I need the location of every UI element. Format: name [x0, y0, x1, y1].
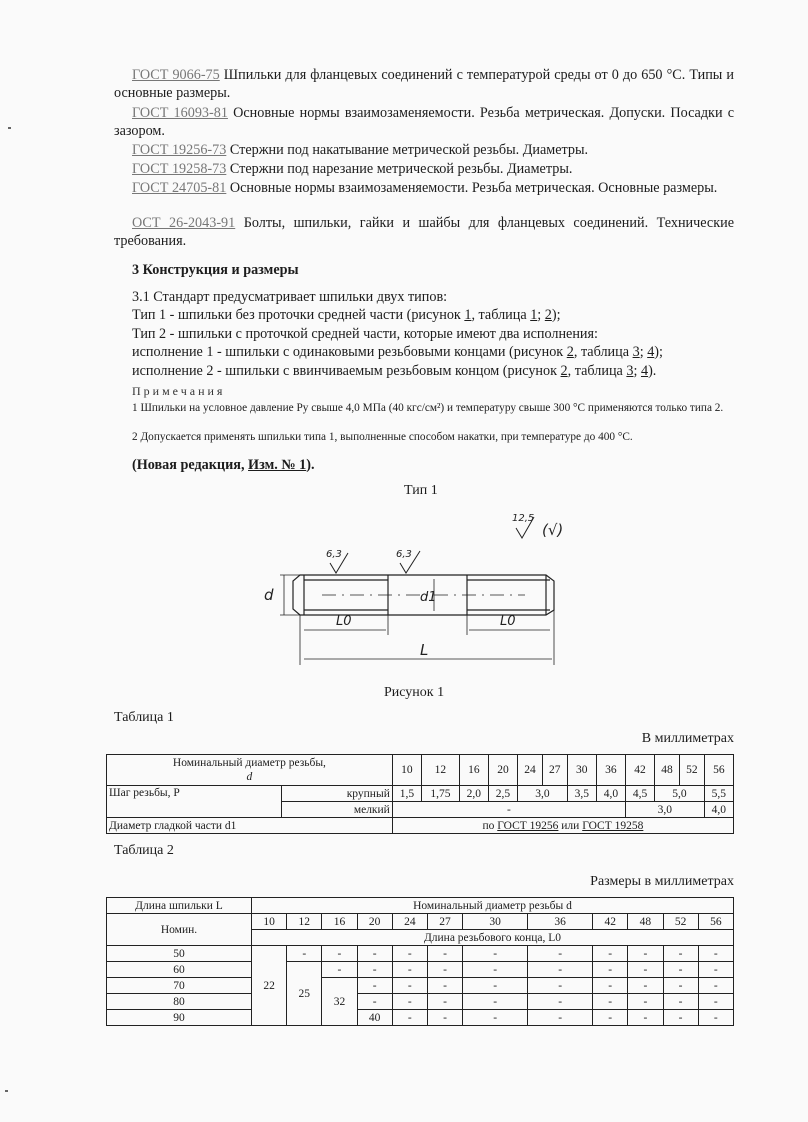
table-link[interactable]: 4: [640, 363, 649, 379]
text: исполнение 1 - шпильки с одинаковыми резьбовыми концами (рисунок: [132, 344, 567, 360]
table-1: [106, 754, 734, 834]
text: Номинальный диаметр резьбы,: [172, 757, 326, 769]
table-row: [107, 994, 734, 1010]
table-link[interactable]: 1: [530, 307, 538, 323]
table-cell: 48: [628, 914, 663, 930]
table-row: [107, 786, 734, 802]
table-cell: мелкий: [281, 802, 392, 818]
table-cell: 10: [252, 914, 287, 930]
table-cell: 12: [421, 755, 459, 786]
text: , таблица: [471, 307, 531, 323]
table-cell: -: [528, 994, 593, 1010]
table-cell: 20: [488, 755, 517, 786]
text: );: [551, 307, 561, 323]
table-cell: -: [593, 1010, 628, 1026]
table-cell: 36: [528, 914, 593, 930]
ref-text: Стержни под нарезание метрической резьбы. Диаметры.: [226, 161, 573, 177]
table-cell: 52: [679, 755, 704, 786]
table-cell: 24: [518, 755, 543, 786]
table-cell: -: [357, 978, 392, 994]
text: (Новая редакция,: [132, 457, 249, 473]
scan-speck: [8, 127, 11, 129]
exec1-line: [114, 343, 734, 361]
table-cell: -: [392, 946, 427, 962]
table-cell: 32: [322, 978, 357, 1026]
ref-ost-26-2043: [114, 214, 734, 250]
table-cell: 1,5: [392, 786, 421, 802]
ref-link[interactable]: ОСТ 26-2043-91: [132, 215, 236, 231]
label-d: d: [264, 586, 274, 604]
table-cell: 27: [542, 755, 567, 786]
table-cell: 56: [704, 755, 733, 786]
text: ).: [648, 363, 657, 379]
table-row: [107, 962, 734, 978]
table-cell: -: [528, 1010, 593, 1026]
table-cell: 30: [463, 914, 528, 930]
label-d1: d1: [420, 590, 437, 605]
table-cell: 4,0: [704, 802, 733, 818]
table-cell: 60: [107, 962, 252, 978]
table-cell: Диаметр гладкой части d1: [107, 818, 393, 834]
table-cell: 4,0: [596, 786, 625, 802]
table-cell: -: [427, 978, 462, 994]
table-cell: -: [628, 994, 663, 1010]
text: Тип 1 - шпильки без проточки средней части (рисунок: [132, 307, 465, 323]
table-cell: 27: [427, 914, 462, 930]
table-cell: Шаг резьбы, P: [107, 786, 282, 818]
table-cell: -: [698, 946, 733, 962]
table-cell: 2,5: [488, 786, 517, 802]
table-cell: -: [463, 962, 528, 978]
table-cell: -: [463, 946, 528, 962]
table-row: [107, 946, 734, 962]
table-cell: 40: [357, 1010, 392, 1026]
ref-gost-19258: [114, 160, 734, 178]
ref-gost-19256: [114, 141, 734, 159]
table-cell: 10: [392, 755, 421, 786]
table-2: [106, 897, 734, 1026]
table1-units: В миллиметрах: [641, 731, 734, 746]
label-l0-left: L0: [336, 614, 352, 629]
table-cell: -: [322, 946, 357, 962]
table-cell: -: [663, 1010, 698, 1026]
table-cell: 2,0: [459, 786, 488, 802]
ref-text: Болты, шпильки, гайки и шайбы для фланцевых соединений. Технические требования.: [114, 215, 734, 249]
table-cell: -: [628, 1010, 663, 1026]
table-cell: 80: [107, 994, 252, 1010]
ref-link[interactable]: ГОСТ 24705-81: [132, 180, 227, 196]
table-cell: 56: [698, 914, 733, 930]
table-header: [107, 755, 393, 786]
figure-link[interactable]: 2: [566, 344, 574, 360]
table-cell: -: [698, 1010, 733, 1026]
table-cell: 3,5: [567, 786, 596, 802]
text: , таблица: [573, 344, 633, 360]
table-cell: -: [698, 978, 733, 994]
edition-note: [132, 456, 752, 474]
table-cell: 20: [357, 914, 392, 930]
table-cell: -: [392, 962, 427, 978]
text: ;: [633, 363, 641, 379]
table-cell: [392, 818, 733, 834]
table-header: Длина резьбового конца, L0: [252, 930, 734, 946]
table-cell: 3,0: [625, 802, 704, 818]
table-cell: -: [427, 1010, 462, 1026]
table-link[interactable]: 3: [632, 344, 640, 360]
ref-text: Шпильки для фланцевых соединений с температурой среды от 0 до 650 °С. Типы и основные размеры.: [114, 67, 734, 101]
table-row: [107, 1010, 734, 1026]
figure-caption: Рисунок 1: [384, 685, 445, 700]
table-cell: 22: [252, 946, 287, 1026]
table-row: [107, 914, 734, 930]
table-cell: -: [427, 946, 462, 962]
text: или: [558, 819, 583, 832]
table-link[interactable]: 2: [544, 307, 552, 323]
table-cell: 42: [625, 755, 654, 786]
table-row: [107, 978, 734, 994]
amendment-link[interactable]: Изм. № 1: [248, 457, 307, 473]
table-cell: 48: [655, 755, 680, 786]
table-cell: -: [427, 994, 462, 1010]
label-L: L: [420, 641, 429, 659]
table-cell: -: [628, 962, 663, 978]
text: , таблица: [567, 363, 627, 379]
type1-line: [114, 306, 734, 324]
table-link[interactable]: 4: [647, 344, 655, 360]
stud-drawing: [260, 505, 590, 675]
note-1: 1 Шпильки на условное давление Ру свыше 4,0 МПа (40 кгс/см²) и температуру свыше 300 °С применяются только типа 2.: [132, 402, 724, 414]
table-cell: -: [628, 946, 663, 962]
table1-label: Таблица 1: [114, 710, 174, 725]
table-cell: -: [628, 978, 663, 994]
table-cell: 24: [392, 914, 427, 930]
ref-link[interactable]: ГОСТ 9066-75: [132, 67, 220, 83]
table-cell: -: [357, 946, 392, 962]
ref-text: Стержни под накатывание метрической резьбы. Диаметры.: [226, 142, 589, 158]
table-cell: 3,0: [518, 786, 568, 802]
ref-link[interactable]: ГОСТ 19256-73: [132, 142, 227, 158]
table-cell: -: [528, 946, 593, 962]
label-l0-right: L0: [500, 614, 516, 629]
type2-line: Тип 2 - шпильки с проточкой средней части, которые имеют два исполнения:: [132, 326, 598, 342]
table-cell: -: [593, 994, 628, 1010]
table-cell: 4,5: [625, 786, 654, 802]
ref-link[interactable]: ГОСТ 19258-73: [132, 161, 227, 177]
text: ;: [537, 307, 545, 323]
text: d: [246, 771, 253, 783]
table-row: [107, 818, 734, 834]
table-cell: 36: [596, 755, 625, 786]
ref-gost-24705: [114, 179, 734, 197]
roughness-main: 12,5: [512, 513, 535, 524]
table-link[interactable]: 3: [626, 363, 634, 379]
table-cell: -: [463, 978, 528, 994]
table-cell: -: [593, 946, 628, 962]
table-cell: -: [593, 978, 628, 994]
roughness-paren: (√): [542, 521, 564, 539]
table-cell: крупный: [281, 786, 392, 802]
table-cell: -: [392, 1010, 427, 1026]
table-cell: -: [392, 994, 427, 1010]
section-heading: 3 Конструкция и размеры: [132, 262, 299, 278]
table-cell: -: [663, 994, 698, 1010]
table-cell: 1,75: [421, 786, 459, 802]
exec2-line: [114, 362, 734, 380]
table-cell: 16: [322, 914, 357, 930]
table-cell: -: [322, 962, 357, 978]
ref-link[interactable]: ГОСТ 16093-81: [132, 105, 228, 121]
table-cell: 16: [459, 755, 488, 786]
table-cell: 30: [567, 755, 596, 786]
table-cell: -: [528, 962, 593, 978]
table-cell: 90: [107, 1010, 252, 1026]
table-cell: -: [463, 1010, 528, 1026]
text: ;: [639, 344, 648, 360]
section-paragraph: 3.1 Стандарт предусматривает шпильки двух типов:: [132, 289, 448, 305]
text: исполнение 2 - шпильки с ввинчиваемым резьбовым концом (рисунок: [132, 363, 561, 379]
table-header: Номин.: [107, 914, 252, 946]
table-cell: -: [528, 978, 593, 994]
scan-speck: [5, 1090, 8, 1092]
gost-link[interactable]: ГОСТ 19256: [497, 819, 559, 832]
table-cell: -: [663, 946, 698, 962]
text: по: [482, 819, 498, 832]
roughness-a: 6,3: [326, 549, 342, 560]
notes-title: Примечания: [132, 384, 226, 398]
table-cell: -: [287, 946, 322, 962]
table-cell: -: [698, 994, 733, 1010]
gost-link[interactable]: ГОСТ 19258: [582, 819, 644, 832]
table2-label: Таблица 2: [114, 843, 174, 858]
table-cell: -: [593, 962, 628, 978]
table-cell: 70: [107, 978, 252, 994]
roughness-b: 6,3: [396, 549, 412, 560]
table-cell: -: [392, 978, 427, 994]
table-header: Номинальный диаметр резьбы d: [252, 898, 734, 914]
table-cell: 25: [287, 962, 322, 1026]
figure-link[interactable]: 1: [464, 307, 472, 323]
text: ).: [306, 457, 315, 473]
ref-text: Основные нормы взаимозаменяемости. Резьба метрическая. Допуски. Посадки с зазором.: [114, 105, 734, 139]
table-cell: 50: [107, 946, 252, 962]
text: );: [654, 344, 663, 360]
table-cell: -: [427, 962, 462, 978]
table-cell: -: [663, 962, 698, 978]
table-cell: -: [392, 802, 625, 818]
figure-title: Тип 1: [404, 483, 438, 498]
table-header: Длина шпильки L: [107, 898, 252, 914]
table-row: [107, 755, 734, 786]
ref-gost-16093: [114, 104, 734, 140]
table2-units: Размеры в миллиметрах: [590, 874, 734, 889]
table-cell: -: [663, 978, 698, 994]
table-cell: -: [357, 962, 392, 978]
table-row: [107, 898, 734, 914]
table-cell: 52: [663, 914, 698, 930]
ref-gost-9066: [114, 66, 734, 102]
table-cell: -: [463, 994, 528, 1010]
note-2: 2 Допускается применять шпильки типа 1, выполненные способом накатки, при температуре до 400 °С.: [132, 431, 633, 443]
ref-text: Основные нормы взаимозаменяемости. Резьба метрическая. Основные размеры.: [226, 180, 718, 196]
table-cell: -: [698, 962, 733, 978]
table-cell: 12: [287, 914, 322, 930]
figure-link[interactable]: 2: [560, 363, 568, 379]
table-cell: 5,5: [704, 786, 733, 802]
table-cell: -: [357, 994, 392, 1010]
table-cell: 42: [593, 914, 628, 930]
table-cell: 5,0: [655, 786, 705, 802]
